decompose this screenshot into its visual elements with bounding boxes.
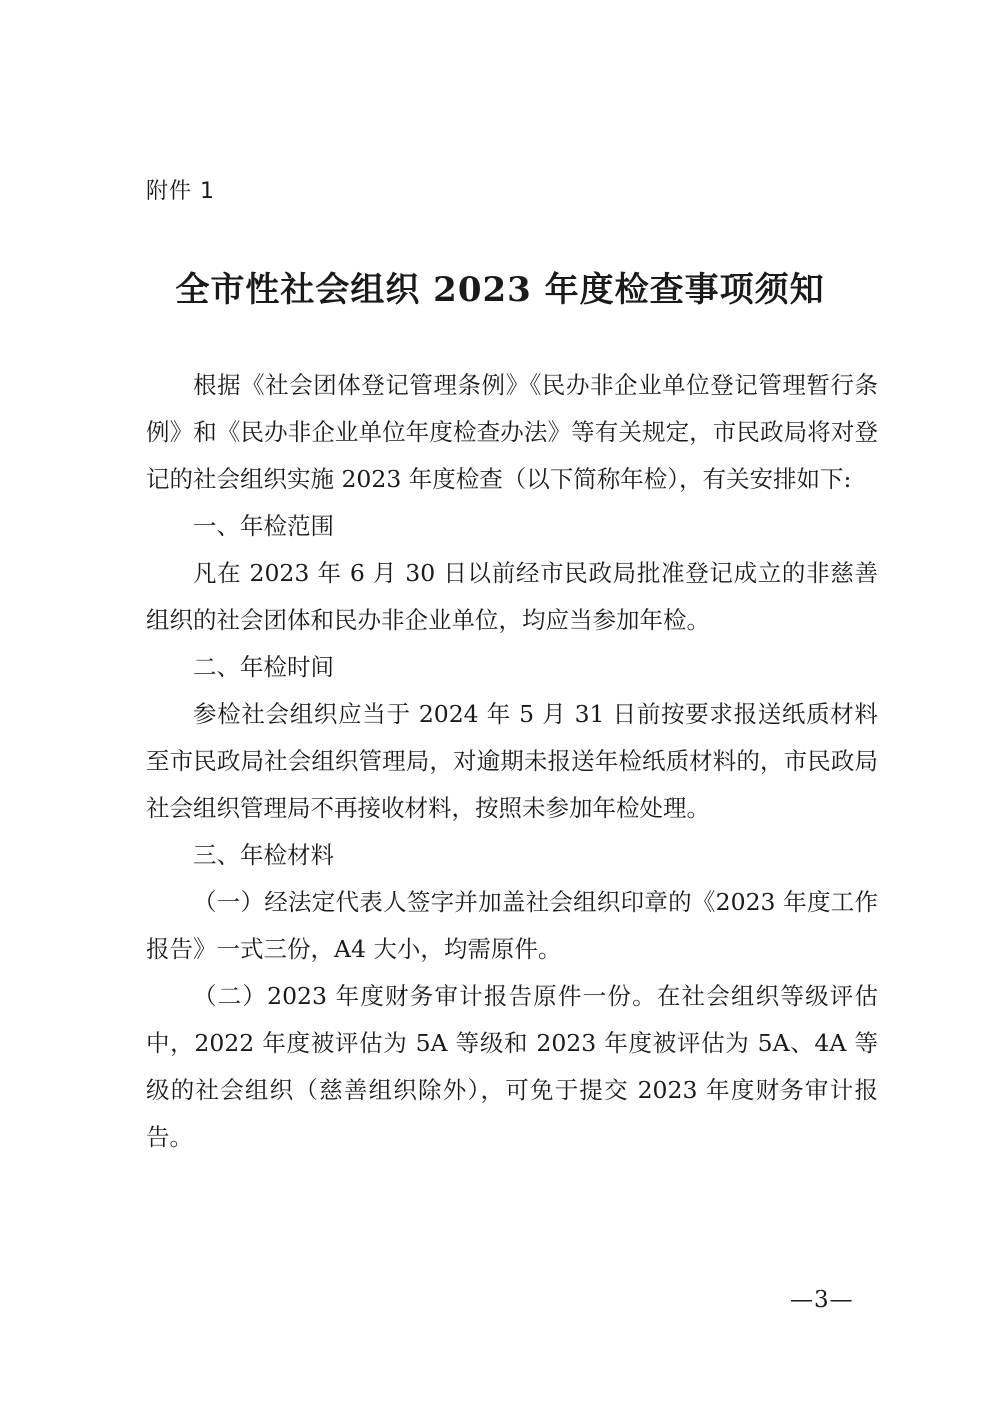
section-scope-paragraph: 凡在 2023 年 6 月 30 日以前经市民政局批准登记成立的非慈善组织的社会团体和民办非企业单位，均应当参加年检。	[146, 559, 878, 634]
section-heading-materials: 三、年检材料	[193, 841, 334, 869]
section-heading-time: 二、年检时间	[193, 653, 334, 681]
materials-item-1: （一）经法定代表人签字并加盖社会组织印章的《2023 年度工作报告》一式三份，A4 大小，均需原件。	[146, 888, 878, 963]
section-heading-scope: 一、年检范围	[193, 512, 334, 540]
document-title: 全市性社会组织 2023 年度检查事项须知	[175, 270, 825, 310]
page-number: —3—	[790, 1287, 854, 1313]
materials-item-2: （二）2023 年度财务审计报告原件一份。在社会组织等级评估中，2022 年度被评估为 5A 等级和 2023 年度被评估为 5A、4A 等级的社会组织（慈善组织除外），可免于提交 2023 年度财务审计报告。	[146, 982, 878, 1151]
intro-paragraph: 根据《社会团体登记管理条例》《民办非企业单位登记管理暂行条例》和《民办非企业单位年度检查办法》等有关规定，市民政局将对登记的社会组织实施 2023 年度检查（以下简称年检），有关安排如下:	[146, 371, 878, 493]
attachment-label: 附件 1	[146, 179, 215, 204]
section-time-paragraph: 参检社会组织应当于 2024 年 5 月 31 日前按要求报送纸质材料至市民政局社会组织管理局，对逾期未报送年检纸质材料的，市民政局社会组织管理局不再接收材料，按照未参加年检处理。	[146, 700, 878, 822]
document-body	[146, 362, 878, 1161]
